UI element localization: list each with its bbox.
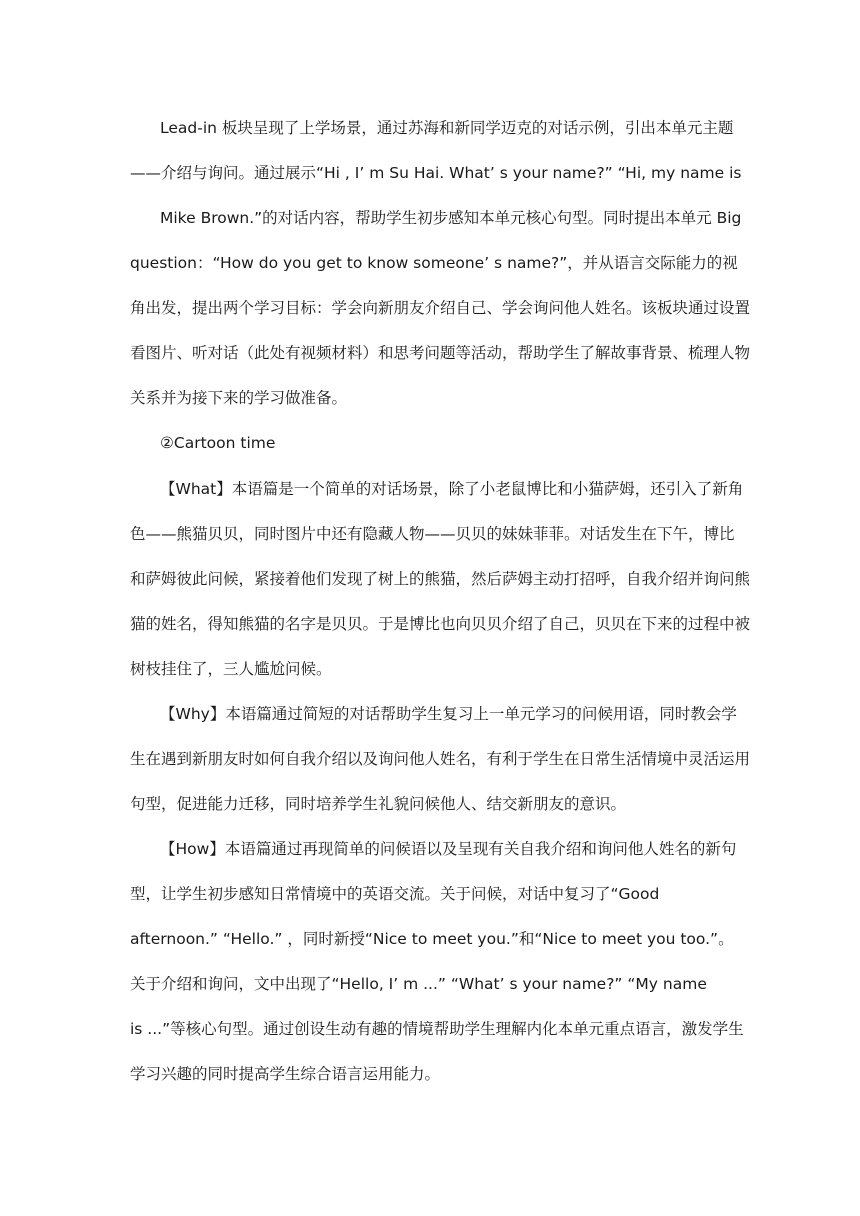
paragraph-line: 关系并为接下来的学习做准备。	[130, 389, 348, 407]
paragraph-line: Lead-in 板块呈现了上学场景，通过苏海和新同学迈克的对话示例，引出本单元主题	[160, 119, 734, 137]
paragraph-line: 【What】本语篇是一个简单的对话场景，除了小老鼠博比和小猫萨姆，还引入了新角	[160, 480, 744, 498]
paragraph-line: 【How】本语篇通过再现简单的问候语以及呈现有关自我介绍和询问他人姓名的新句	[160, 840, 737, 858]
paragraph-line: 关于介绍和询问，文中出现了“Hello, I’ m ...” “What’ s your name?” “My name	[130, 975, 707, 993]
paragraph-line: 猫的姓名，得知熊猫的名字是贝贝。于是博比也向贝贝介绍了自己，贝贝在下来的过程中被	[130, 615, 751, 633]
paragraph-line: Mike Brown.”的对话内容，帮助学生初步感知本单元核心句型。同时提出本单元 Big	[160, 209, 742, 227]
paragraph-line: 学习兴趣的同时提高学生综合语言运用能力。	[130, 1065, 441, 1083]
paragraph-line: 型，让学生初步感知日常情境中的英语交流。关于问候，对话中复习了“Good	[130, 885, 660, 903]
paragraph-line: question：“How do you get to know someone’ s name?”，并从语言交际能力的视	[130, 254, 738, 272]
paragraph-line: ——介绍与询问。通过展示“Hi , I’ m Su Hai. What’ s your name?” “Hi, my name is	[130, 164, 742, 182]
paragraph-line: afternoon.” “Hello.” ，同时新授“Nice to meet you.”和“Nice to meet you too.”。	[130, 930, 734, 948]
paragraph-line: is ...”等核心句型。通过创设生动有趣的情境帮助学生理解内化本单元重点语言，激发学生	[130, 1020, 744, 1038]
paragraph-line: 色——熊猫贝贝，同时图片中还有隐藏人物——贝贝的妹妹菲菲。对话发生在下午，博比	[130, 525, 735, 543]
paragraph-line: 和萨姆彼此问候，紧接着他们发现了树上的熊猫，然后萨姆主动打招呼，自我介绍并询问熊	[130, 570, 751, 588]
paragraph-line: 生在遇到新朋友时如何自我介绍以及询问他人姓名，有利于学生在日常生活情境中灵活运用	[130, 750, 751, 768]
paragraph-line: 树枝挂住了，三人尴尬问候。	[130, 660, 332, 678]
section-heading: ②Cartoon time	[160, 434, 276, 452]
paragraph-line: 句型，促进能力迁移，同时培养学生礼貌问候他人、结交新朋友的意识。	[130, 795, 627, 813]
document-page	[130, 0, 751, 1216]
paragraph-line: 看图片、听对话（此处有视频材料）和思考问题等活动，帮助学生了解故事背景、梳理人物	[130, 344, 751, 362]
paragraph-line: 角出发，提出两个学习目标：学会向新朋友介绍自己、学会询问他人姓名。该板块通过设置	[130, 299, 751, 317]
paragraph-line: 【Why】本语篇通过简短的对话帮助学生复习上一单元学习的问候用语，同时教会学	[160, 705, 737, 723]
